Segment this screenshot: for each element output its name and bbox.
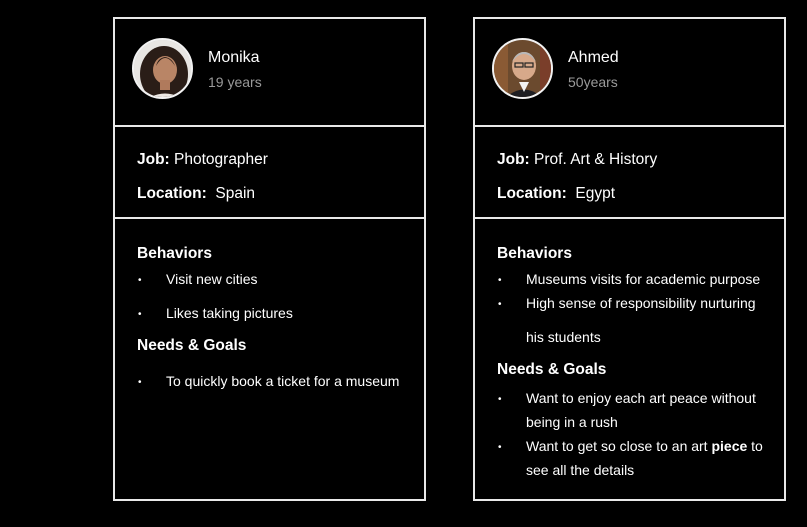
persona-age: 19 years [208, 74, 262, 90]
bullet: • [498, 299, 502, 310]
job-line [497, 151, 657, 169]
job-line [137, 151, 268, 169]
goal-item: Want to enjoy each art peace without [526, 390, 756, 406]
behaviors-heading: Behaviors [137, 245, 212, 262]
goals-heading: Needs & Goals [497, 361, 607, 378]
persona-name: Ahmed [568, 49, 619, 66]
persona-details [115, 219, 424, 499]
job-value: Photographer [169, 151, 268, 168]
behavior-item: High sense of responsibility nurturing [526, 295, 756, 311]
location-label: Location: [497, 185, 567, 202]
behavior-item: Likes taking pictures [166, 305, 293, 321]
behaviors-heading: Behaviors [497, 245, 572, 262]
bullet: • [498, 442, 502, 453]
goal-text: to [747, 438, 763, 454]
behavior-item-continued: his students [526, 329, 601, 345]
persona-card-monika [113, 17, 426, 501]
location-value: Spain [206, 185, 256, 202]
avatar-ahmed [492, 38, 553, 99]
bullet: • [138, 275, 142, 286]
goal-text: Want to get so close to an art [526, 438, 712, 454]
persona-header [115, 19, 424, 127]
location-label: Location: [137, 185, 207, 202]
goal-item-continued: see all the details [526, 462, 635, 478]
bullet: • [498, 275, 502, 286]
job-label: Job: [137, 151, 170, 168]
avatar-monika [132, 38, 193, 99]
persona-details [475, 219, 784, 499]
bullet: • [138, 309, 142, 320]
job-value: Prof. Art & History [529, 151, 658, 168]
persona-name: Monika [208, 49, 260, 66]
goal-item [526, 434, 763, 458]
job-label: Job: [497, 151, 530, 168]
bullet: • [138, 377, 142, 388]
persona-age: 50years [568, 74, 618, 90]
goal-emphasis: piece [711, 438, 748, 454]
persona-info [475, 127, 784, 219]
goal-item-continued: being in a rush [526, 414, 618, 430]
persona-info [115, 127, 424, 219]
location-line [137, 185, 255, 203]
persona-card-ahmed [473, 17, 786, 501]
goal-item: To quickly book a ticket for a museum [166, 373, 400, 389]
behavior-item: Visit new cities [166, 271, 258, 287]
behavior-item: Museums visits for academic purpose [526, 271, 761, 287]
location-value: Egypt [566, 185, 615, 202]
persona-header [475, 19, 784, 127]
location-line [497, 185, 615, 203]
goals-heading: Needs & Goals [137, 337, 247, 354]
bullet: • [498, 394, 502, 405]
